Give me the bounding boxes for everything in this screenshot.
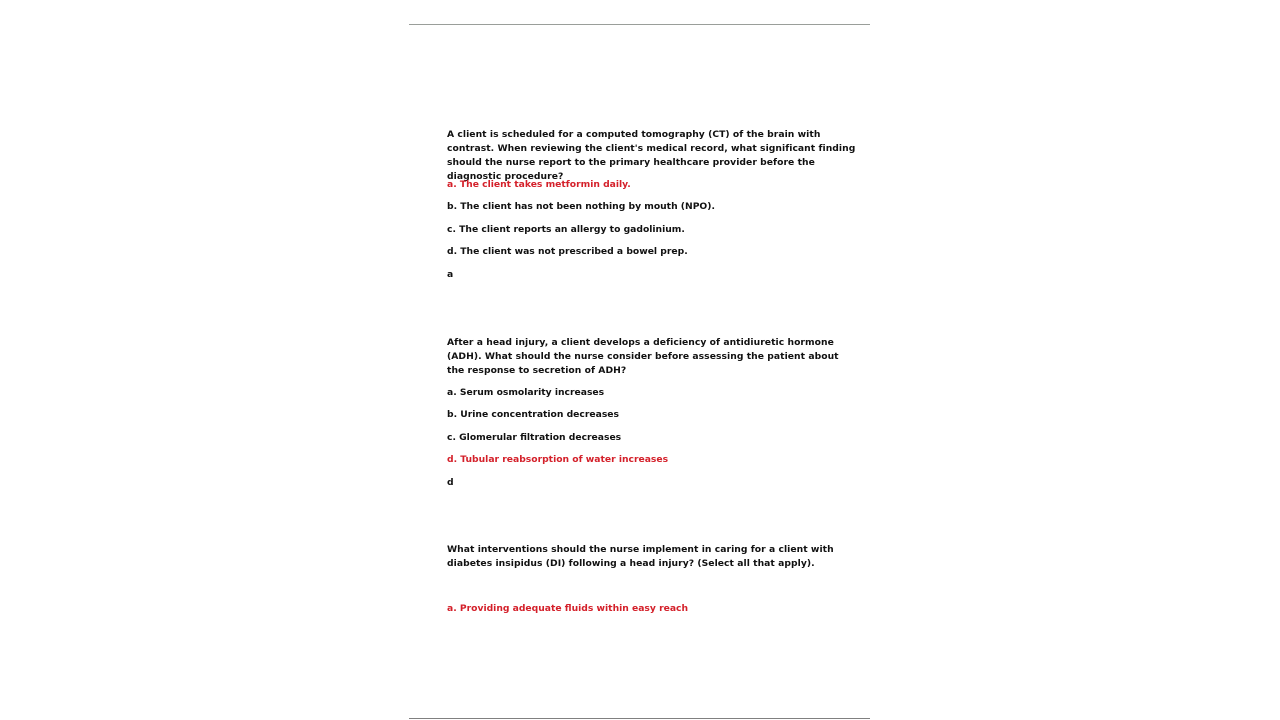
question-2-option-d: d. Tubular reabsorption of water increases <box>447 454 669 465</box>
question-1-text: A client is scheduled for a computed tomography (CT) of the brain with contrast. When reviewing the client's medical record, what significant finding should the nurse report to the primary healthcare provider before the diagnostic procedure? <box>447 129 856 182</box>
question-2-option-a: a. Serum osmolarity increases <box>447 387 605 398</box>
question-3-option-a: a. Providing adequate fluids within easy reach <box>447 603 689 614</box>
page-bottom-rule <box>409 718 870 719</box>
question-3-text: What interventions should the nurse implement in caring for a client with diabetes insipidus (DI) following a head injury? (Select all that apply). <box>447 544 834 569</box>
question-2-text: After a head injury, a client develops a deficiency of antidiuretic hormone (ADH). What should the nurse consider before assessing the patient about the response to secretion of ADH? <box>447 337 839 376</box>
question-1-option-a: a. The client takes metformin daily. <box>447 179 631 190</box>
page-top-rule <box>409 24 870 25</box>
question-2-option-b: b. Urine concentration decreases <box>447 409 619 420</box>
question-2-answer: d <box>447 477 454 488</box>
question-1-option-b: b. The client has not been nothing by mouth (NPO). <box>447 201 715 212</box>
question-2-option-c: c. Glomerular filtration decreases <box>447 432 622 443</box>
question-1-option-d: d. The client was not prescribed a bowel prep. <box>447 246 688 257</box>
question-1-option-c: c. The client reports an allergy to gadolinium. <box>447 224 685 235</box>
question-1-answer: a <box>447 269 454 280</box>
